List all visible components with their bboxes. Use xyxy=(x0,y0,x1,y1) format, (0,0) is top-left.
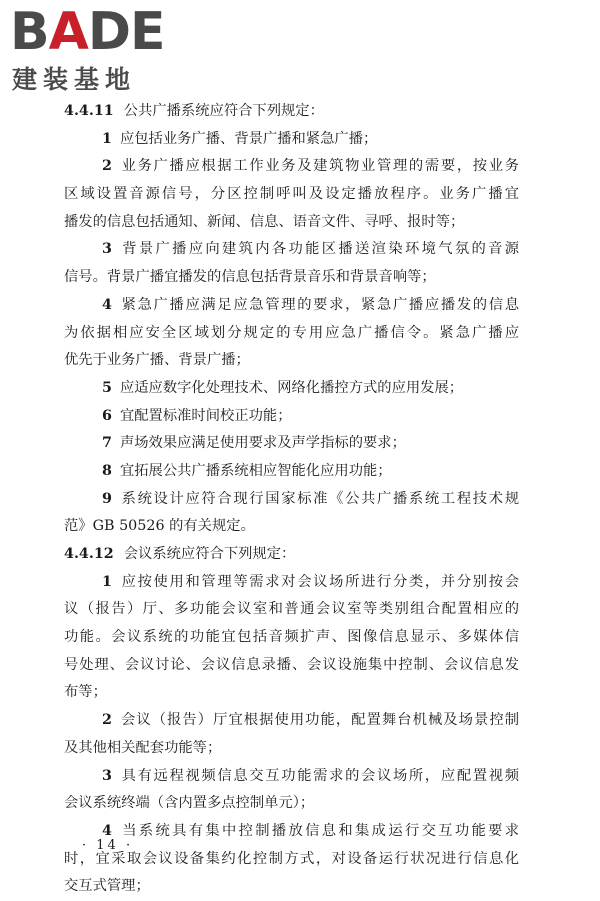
item-text: 应按使用和管理等需求对会议场所进行分类，并分别按会 xyxy=(119,573,519,590)
item-number: 1 xyxy=(102,130,112,147)
item-text: 优先于业务广播、背景广播； xyxy=(64,352,250,369)
list-item xyxy=(64,403,519,431)
item-text: 紧急广播应满足应急管理的要求，紧急广播应播发的信息 xyxy=(119,296,519,313)
item-text: 宜配置标准时间校正功能； xyxy=(119,407,292,424)
item-text: 具有远程视频信息交互功能需求的会议场所，应配置视频 xyxy=(119,767,519,784)
list-item-continuation xyxy=(64,624,519,652)
item-text: 号处理、会议讨论、会议信息录播、会议设施集中控制、会议信息发 xyxy=(64,656,519,673)
item-number: 2 xyxy=(102,158,112,175)
item-text: 播发的信息包括通知、新闻、信息、语音文件、寻呼、报时等； xyxy=(64,213,465,230)
list-item-continuation xyxy=(64,790,519,818)
section-heading xyxy=(64,541,519,569)
item-text: 背景广播应向建筑内各功能区播送渲染环境气氛的音源 xyxy=(119,241,519,258)
list-item-continuation xyxy=(64,513,519,541)
document-body xyxy=(64,98,519,901)
item-text: 为依据相应安全区域划分规定的专用应急广播信令。紧急广播应 xyxy=(64,324,519,341)
list-item xyxy=(64,126,519,154)
section-title: 公共广播系统应符合下列规定： xyxy=(123,103,324,119)
page-number: · 14 · xyxy=(82,838,134,853)
list-item xyxy=(64,707,519,735)
item-number: 4 xyxy=(102,822,112,839)
item-number: 7 xyxy=(102,435,112,452)
item-text: 声场效果应满足使用要求及声学指标的要求； xyxy=(119,435,406,452)
item-number: 8 xyxy=(102,462,112,479)
item-text: 宜拓展公共广播系统相应智能化应用功能； xyxy=(119,462,392,479)
item-number: 6 xyxy=(102,407,112,424)
item-text: 当系统具有集中控制播放信息和集成运行交互功能要求 xyxy=(119,822,519,839)
list-item xyxy=(64,569,519,597)
list-item xyxy=(64,153,519,181)
item-number: 9 xyxy=(102,490,112,507)
item-text: 业务广播应根据工作业务及建筑物业管理的需要，按业务 xyxy=(119,158,519,175)
item-text: 信号。背景广播宜播发的信息包括背景音乐和背景音响等； xyxy=(64,269,436,286)
item-number: 3 xyxy=(102,767,112,784)
list-item-continuation xyxy=(64,735,519,763)
logo-letter-a: A xyxy=(48,2,88,62)
item-number: 5 xyxy=(102,379,112,396)
list-item-continuation xyxy=(64,596,519,624)
list-item xyxy=(64,486,519,514)
item-text: 会议系统终端（含内置多点控制单元）； xyxy=(64,795,315,812)
list-item-continuation xyxy=(64,347,519,375)
item-text: 布等； xyxy=(64,684,107,701)
logo-wordmark xyxy=(10,4,165,60)
list-item xyxy=(64,763,519,791)
item-number: 1 xyxy=(102,573,112,590)
list-item-continuation xyxy=(64,652,519,680)
list-item-continuation xyxy=(64,873,519,901)
item-number: 2 xyxy=(102,712,112,729)
section-number: 4.4.12 xyxy=(64,546,114,562)
logo-letters-de: DE xyxy=(87,2,165,62)
item-text: 交互式管理； xyxy=(64,878,150,895)
item-text: 应包括业务广播、背景广播和紧急广播； xyxy=(119,130,378,147)
item-text: 议（报告）厅、多功能会议室和普通会议室等类别组合配置相应的 xyxy=(64,601,519,618)
list-item-continuation xyxy=(64,209,519,237)
item-number: 3 xyxy=(102,241,112,258)
list-item xyxy=(64,458,519,486)
item-text: 功能。会议系统的功能宜包括音频扩声、图像信息显示、多媒体信 xyxy=(64,629,519,646)
list-item-continuation xyxy=(64,264,519,292)
list-item-continuation xyxy=(64,320,519,348)
list-item xyxy=(64,375,519,403)
list-item-continuation xyxy=(64,181,519,209)
item-text: 系统设计应符合现行国家标准《公共广播系统工程技术规 xyxy=(119,490,519,507)
item-text: 范》GB 50526 的有关规定。 xyxy=(64,518,255,535)
logo-letter-b: B xyxy=(10,2,49,62)
list-item xyxy=(64,430,519,458)
bade-logo xyxy=(10,4,180,94)
logo-subtitle: 建装基地 xyxy=(12,65,137,94)
item-text: 时，宜采取会议设备集约化控制方式，对设备运行状况进行信息化 xyxy=(64,850,519,867)
item-text: 及其他相关配套功能等； xyxy=(64,739,222,756)
section-title: 会议系统应符合下列规定： xyxy=(123,546,296,562)
section-heading xyxy=(64,98,519,126)
item-text: 会议（报告）厅宜根据使用功能，配置舞台机械及场景控制 xyxy=(119,712,519,729)
item-number: 4 xyxy=(102,296,112,313)
item-text: 应适应数字化处理技术、网络化播控方式的应用发展； xyxy=(119,379,464,396)
section-number: 4.4.11 xyxy=(64,103,114,119)
item-text: 区域设置音源信号，分区控制呼叫及设定播放程序。业务广播宜 xyxy=(64,186,519,203)
list-item xyxy=(64,236,519,264)
list-item-continuation xyxy=(64,679,519,707)
list-item xyxy=(64,292,519,320)
